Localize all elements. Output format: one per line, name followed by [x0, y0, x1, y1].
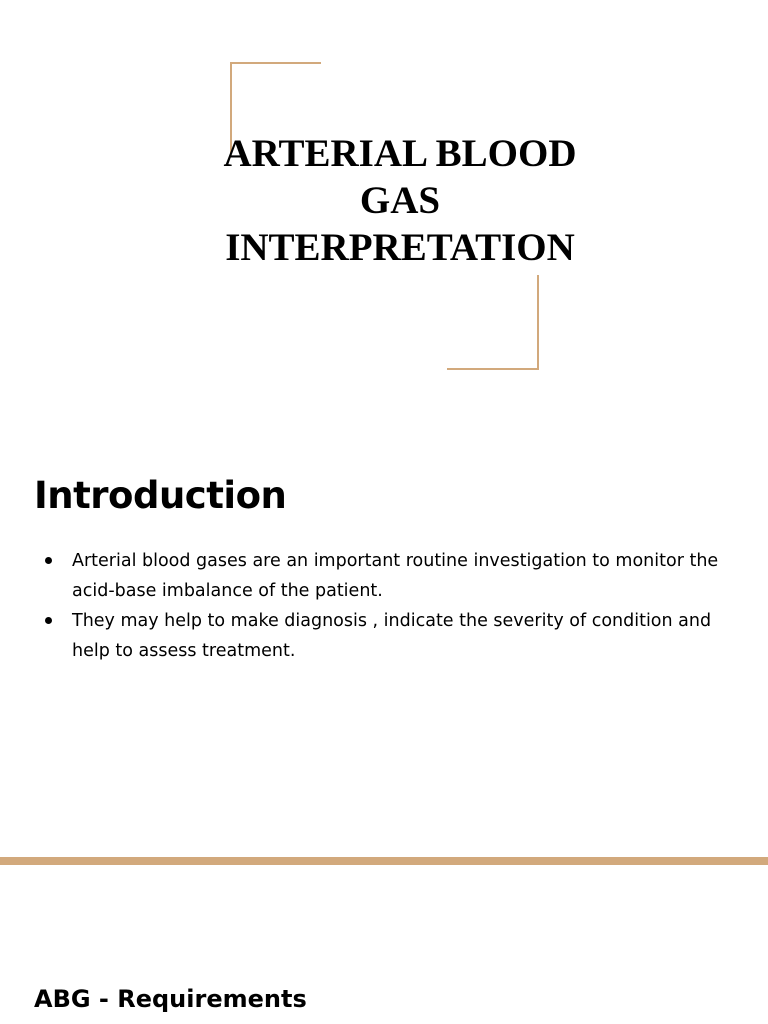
bullet-item — [36, 546, 736, 606]
introduction-heading: Introduction — [34, 474, 287, 517]
bullet-text-line: acid-base imbalance of the patient. — [72, 581, 383, 601]
document-title — [150, 130, 650, 271]
introduction-bullet-list — [36, 546, 736, 666]
bullet-dot-icon — [45, 557, 52, 564]
bullet-text-line: Arterial blood gases are an important routine investigation to monitor the — [72, 551, 719, 571]
title-line: ARTERIAL BLOOD — [223, 132, 577, 175]
abg-requirements-heading: ABG - Requirements — [34, 985, 307, 1013]
page-divider — [0, 857, 768, 865]
bullet-text-line: They may help to make diagnosis , indicate the severity of condition and — [72, 611, 712, 631]
bullet-item — [36, 606, 736, 666]
title-line: INTERPRETATION — [225, 226, 575, 269]
bullet-text-line: help to assess treatment. — [72, 641, 296, 661]
title-line: GAS — [359, 179, 441, 222]
bullet-dot-icon — [45, 617, 52, 624]
bottom-right-bracket-decoration — [447, 275, 539, 370]
